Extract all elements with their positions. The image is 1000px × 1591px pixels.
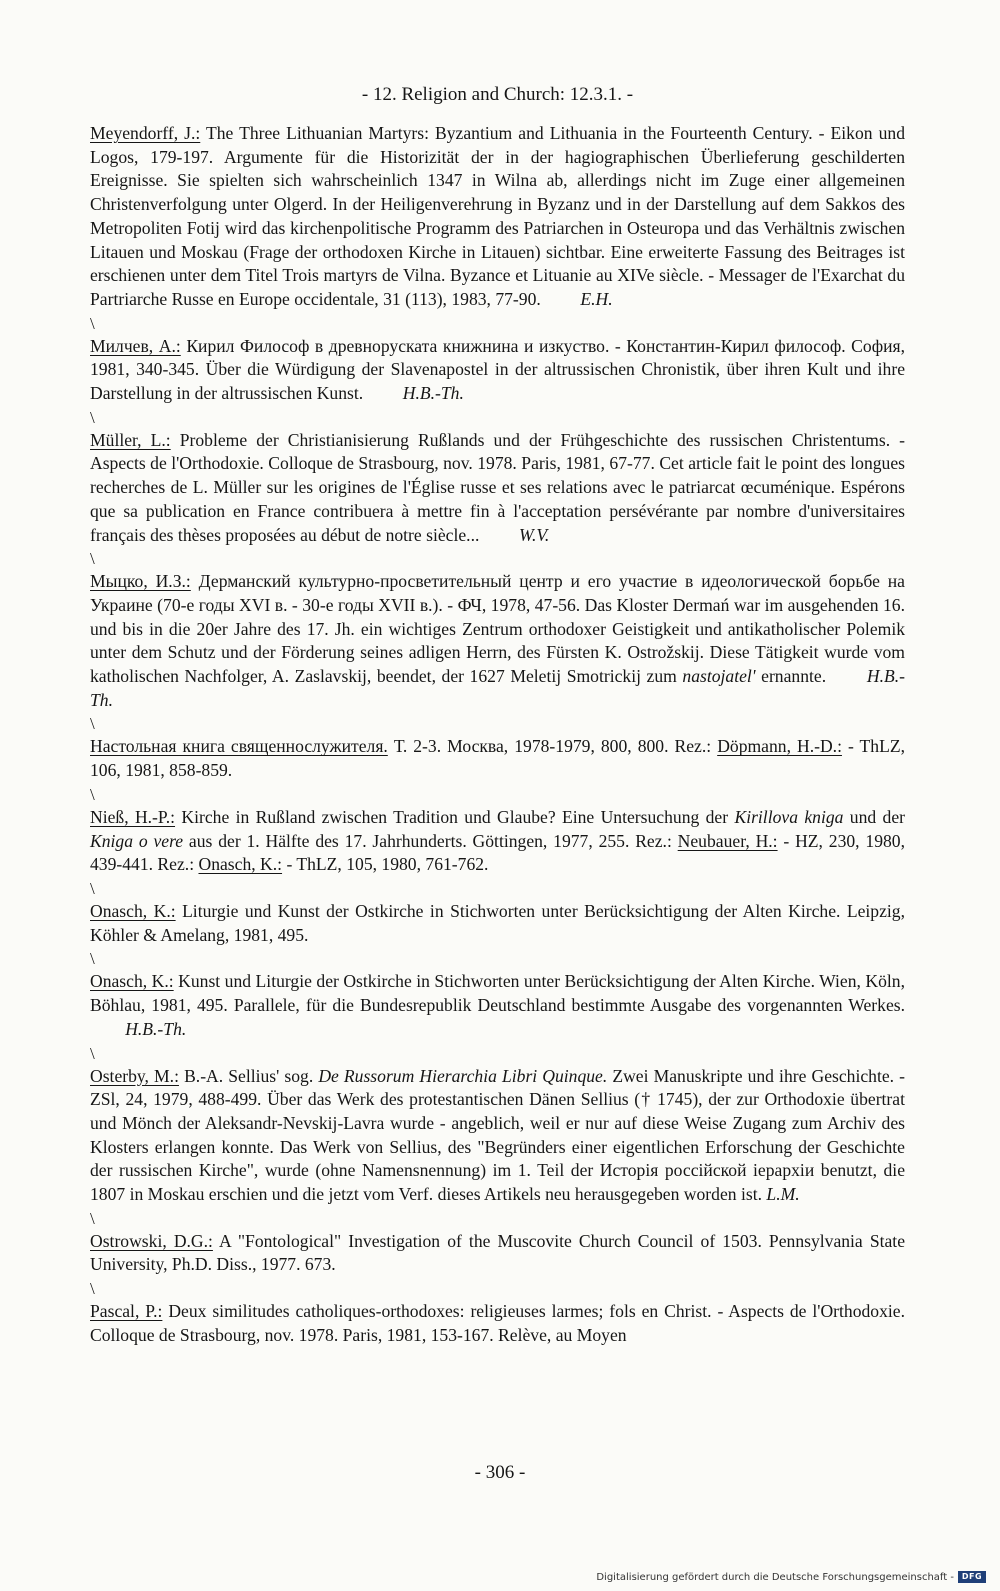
bibliography-entry [90, 1300, 905, 1347]
entry-text: Kirche in Rußland zwischen Tradition und Glaube? Eine Untersuchung der [181, 806, 735, 827]
entry-separator: \ [90, 407, 95, 427]
reviewer-initials: H.B.-Th. [402, 383, 464, 404]
entry-separator: \ [90, 1043, 95, 1063]
entry-text: A "Fontological" Investigation of the Muscovite Church Council of 1503. Pennsylvania State University, Ph.D. Diss., 1977. 673. [90, 1230, 906, 1275]
entry-italic-text: De Russorum Hierarchia Libri Quinque. [318, 1065, 608, 1086]
entry-separator: \ [90, 949, 95, 969]
entry-text: - ThLZ, 105, 1980, 761-762. [282, 854, 489, 875]
bibliography-entry [90, 429, 905, 548]
entry-separator: \ [90, 313, 95, 333]
entry-text: B.-A. Sellius' sog. [184, 1065, 319, 1086]
entry-text: ernannte. [755, 666, 827, 687]
dfg-logo-icon: DFG [958, 1571, 986, 1583]
entry-italic-text: Kirillova kniga [734, 806, 844, 827]
entry-author: Мыцко, И.З.: [90, 571, 191, 592]
entry-text: Кирил Философ в древноруската книжнина и изкуство. - Константин-Кирил философ. София, 1981, 340-345. Über die Würdigung der Slavenapostel in der altrussischen Chronistik, über ihren Kult und ihre Darstellung in der altrussischen Kunst. [90, 335, 906, 404]
entry-text: Kunst und Liturgie der Ostkirche in Stichworten unter Berücksichtigung der Alten Kirche. Wien, Köln, Böhlau, 1981, 495. Parallele, für die Bundesrepublik Deutschland bestimmte Ausgabe des vorgenannten Werkes. [90, 971, 906, 1016]
entry-text: aus der 1. Hälfte des 17. Jahrhunderts. Göttingen, 1977, 255. Rez.: [183, 830, 678, 851]
entry-separator: \ [90, 1208, 95, 1228]
entry-italic-text: nastojatel' [682, 666, 756, 687]
reviewer-initials: H.B.-Th. [90, 666, 905, 710]
entry-separator: \ [90, 549, 95, 569]
entry-author: Onasch, K.: [90, 971, 174, 992]
entry-author: Meyendorff, J.: [90, 123, 201, 143]
entry-text: Т. 2-3. Москва, 1978-1979, 800, 800. Rez.: [393, 736, 718, 757]
entry-title: Настольная книга священнослужителя. [90, 736, 388, 757]
reviewer-initials: H.B.-Th. [125, 1018, 187, 1039]
entry-text: Probleme der Christianisierung Rußlands und der Frühgeschichte des russischen Christentums. - Aspects de l'Orthodoxie. Colloque de Strasbourg, nov. 1978. Paris, 1981, 67-77. Cet article fait le point des longues recherches de L. Müller sur les origines de l'Église russe et ses relations avec le patriarcat œcuménique. Espérons que sa publication en France contribuera à mettre fin à l'acceptation persévérante par nombre d'universitaires français des thèses proposées au début de notre siècle... [90, 429, 906, 545]
entry-text: Дерманский культурно-просветительный центр и его участие в идеологической борьбе на Украине (70-е годы XVI в. - 30-е годы XVII в.). - ФЧ, 1978, 47-56. Das Kloster Dermań war im ausgehenden 16. und bis in die 20er Jahre des 17. Jh. ein wichtiges Zentrum orthodoxer Geistigkeit und antikatholischer Polemik unter dem Schutz und der Förderung seines adligen Herrn, des Fürsten K. Ostrožskij. Diese Tätigkeit wurde vom katholischen Nachfolger, A. Zaslavskij, beendet, der 1627 Meletij Smotrickij zum [90, 571, 905, 687]
entry-author: Onasch, K.: [90, 900, 176, 921]
entry-separator: \ [90, 714, 95, 734]
entry-italic-text: Kniga o vere [90, 830, 184, 851]
reviewer-initials: E.H. [580, 288, 613, 309]
entry-author: Osterby, M.: [90, 1065, 179, 1086]
bibliography-entry [90, 1065, 905, 1207]
entry-separator: \ [90, 1279, 95, 1299]
entry-text: The Three Lithuanian Martyrs: Byzantium and Lithuania in the Fourteenth Century. - Eikon und Logos, 179-197. Argumente für die Historizität der in der hagiographischen Überlieferung geschilderten Ereignisse. Sie spielten sich wahrscheinlich 1347 in Wilna ab, allerdings nicht im Zuge einer allgemeinen Christenverfolgung unter Olgerd. In der Heiligenverehrung in Byzanz und in der Darstellung auf dem Sakkos des Metropoliten Fotij wird das kirchenpolitische Programm des Patriarchen in Osteuropa und das Verhältnis zwischen Litauen und Moskau (Frage der orthodoxen Kirche in Litauen) sichtbar. Eine erweiterte Fassung des Beitrages ist erschienen unter dem Titel Trois martyrs de Vilna. Byzance et Lituanie au XIVe siècle. - Messager de l'Exarchat du Partriarche Russe en Europe occidentale, 31 (113), 1983, 77-90. [90, 123, 906, 309]
entry-text: Liturgie und Kunst der Ostkirche in Stichworten unter Berücksichtigung der Alten Kirche. Leipzig, Köhler & Amelang, 1981, 495. [90, 900, 905, 945]
review-author: Döpmann, H.-D.: [717, 736, 842, 757]
bibliography-entry [90, 1230, 905, 1277]
entry-author: Милчев, А.: [90, 335, 181, 356]
entry-text: Zwei Manuskripte und ihre Geschichte. - ZSl, 24, 1979, 488-499. Über das Werk des protestantischen Dänen Sellius († 1745), der zur Orthodoxie übertrat und Mönch der Aleksandr-Nevskij-Lavra wurde - angeblich, weil er nur auf diese Weise Zugang zum Archiv des Klosters erlangen konnte. Das Werk von Sellius, des "Begründers einer eigentlichen Erforschung der Geschichte der russischen Kirche", wurde (ohne Namensnennung) im 1. Teil der Исторія россійской іерархіи benutzt, die 1807 in Moskau erschien und die jetzt vom Verf. dieses Artikels neu herausgegeben worden ist. [90, 1065, 905, 1205]
reviewer-initials: W.V. [518, 524, 550, 545]
entry-author: Ostrowski, D.G.: [90, 1230, 213, 1251]
entry-text: und der [843, 806, 905, 827]
footer-text: Digitalisierung gefördert durch die Deutsche Forschungsgemeinschaft - [596, 1571, 954, 1583]
entry-author: Müller, L.: [90, 429, 171, 450]
page-content [90, 84, 905, 1348]
page-number: - 306 - [474, 1462, 526, 1483]
entry-separator: \ [90, 784, 95, 804]
digitization-footer [596, 1571, 986, 1583]
entry-text: - ThLZ, 106, 1981, 858-859. [90, 736, 905, 781]
bibliography-entry [90, 970, 905, 1041]
entry-separator: \ [90, 878, 95, 898]
bibliography-entry [90, 570, 905, 712]
bibliography-entry [90, 900, 905, 947]
bibliography-entry [90, 806, 905, 877]
entry-text: Deux similitudes catholiques-orthodoxes: religieuses larmes; fols en Christ. - Aspects de l'Orthodoxie. Colloque de Strasbourg, nov. 1978. Paris, 1981, 153-167. Relève, au Moyen [90, 1301, 905, 1345]
bibliography-entry [90, 122, 905, 312]
bibliography-entry [90, 735, 905, 782]
review-author: Onasch, K.: [198, 854, 283, 875]
bibliography-entry [90, 335, 905, 406]
entry-author: Pascal, P.: [90, 1301, 163, 1322]
entry-author: Nieß, H.-P.: [90, 806, 176, 827]
entry-text: - HZ, 230, 1980, 439-441. Rez.: [90, 830, 905, 875]
reviewer-initials: L.M. [766, 1184, 800, 1205]
running-header: - 12. Religion and Church: 12.3.1. - [361, 84, 634, 105]
review-author: Neubauer, H.: [677, 830, 778, 851]
